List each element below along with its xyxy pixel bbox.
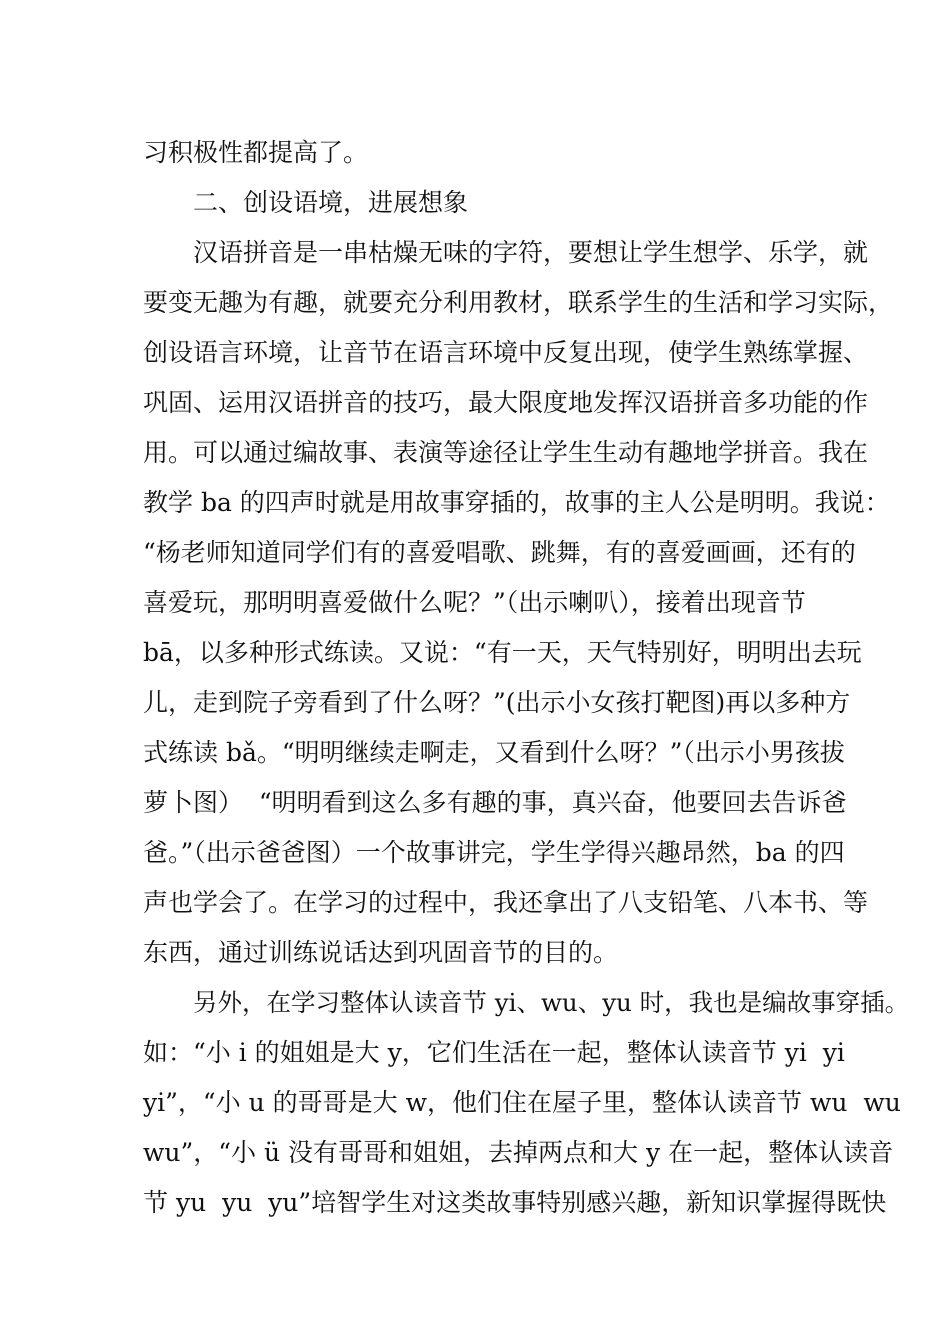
text-line: 声也学会了。在学习的过程中，我还拿出了八支铅笔、八本书、等: [143, 888, 869, 917]
text-line: 另外，在学习整体认读音节 yi、wu、yu 时，我也是编故事穿插。: [193, 988, 910, 1017]
text-line: bā，以多种形式练读。又说：“有一天，天气特别好，明明出去玩: [143, 638, 862, 667]
text-line: yi”，“小 u 的哥哥是大 w，他们住在屋子里，整体认读音节 wu wu: [143, 1088, 901, 1117]
text-line: 喜爱玩，那明明喜爱做什么呢？”（出示喇叭），接着出现音节: [143, 588, 806, 617]
text-line: 萝卜图） “明明看到这么多有趣的事，真兴奋，他要回去告诉爸: [143, 788, 847, 817]
text-line: 要变无趣为有趣，就要充分利用教材，联系学生的生活和学习实际，: [143, 288, 894, 317]
text-line: wu”，“小 ü 没有哥哥和姐姐，去掉两点和大 y 在一起，整体认读音: [143, 1138, 894, 1167]
text-line: 式练读 bǎ。“明明继续走啊走，又看到什么呀？”（出示小男孩拔: [143, 738, 845, 767]
text-line: 如：“小 i 的姐姐是大 y，它们生活在一起，整体认读音节 yi yi: [143, 1038, 845, 1067]
text-line: “杨老师知道同学们有的喜爱唱歌、跳舞，有的喜爱画画，还有的: [143, 538, 856, 567]
text-line: 东西，通过训练说话达到巩固音节的目的。: [143, 938, 619, 967]
text-line: 习积极性都提高了。: [143, 138, 369, 167]
text-line: 爸。”（出示爸爸图）一个故事讲完，学生学得兴趣昂然，ba 的四: [143, 838, 845, 867]
text-line: 教学 ba 的四声时就是用故事穿插的，故事的主人公是明明。我说：: [143, 488, 890, 517]
text-line: 儿，走到院子旁看到了什么呀？”(出示小女孩打靶图)再以多种方: [143, 688, 851, 717]
text-line: 用。可以通过编故事、表演等途径让学生生动有趣地学拼音。我在: [143, 438, 869, 467]
text-line: 巩固、运用汉语拼音的技巧，最大限度地发挥汉语拼音多功能的作: [143, 388, 869, 417]
section-heading: 二、创设语境，进展想象: [193, 188, 469, 217]
text-line: 节 yu yu yu”培智学生对这类故事特别感兴趣，新知识掌握得既快: [143, 1188, 887, 1217]
text-line: 汉语拼音是一串枯燥无味的字符，要想让学生想学、乐学，就: [193, 238, 869, 267]
text-line: 创设语言环境，让音节在语言环境中反复出现，使学生熟练掌握、: [143, 338, 869, 367]
